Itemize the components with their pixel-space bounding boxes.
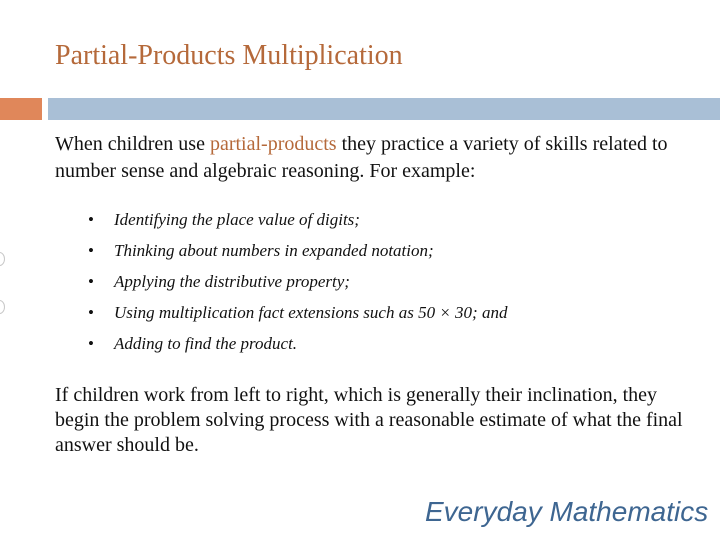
bullet-dot-icon: • (88, 241, 94, 260)
bullet-dot-icon: • (88, 303, 94, 322)
edge-decoration-mark (0, 252, 5, 266)
bullet-text: Applying the distributive property; (114, 272, 350, 291)
bullet-dot-icon: • (88, 272, 94, 291)
intro-text-end: they practice a variety of skills related to number sense and algebraic reasoning. For example: (55, 133, 668, 182)
bullet-dot-icon: • (88, 334, 94, 353)
accent-bar-orange (0, 98, 42, 120)
intro-highlight-term: partial-products (209, 133, 337, 155)
bullet-dot-icon: • (88, 210, 94, 229)
bullet-text: Identifying the place value of digits; (114, 210, 360, 229)
footer-brand-text: Everyday Mathematics (425, 496, 709, 527)
edge-decoration-mark (0, 300, 5, 314)
bullet-text: Using multiplication fact extensions such as 50 × 30; and (114, 303, 508, 322)
slide-title: Partial-Products Multiplication (55, 40, 403, 71)
accent-bar-blue (48, 98, 720, 120)
bullet-text: Adding to find the product. (114, 334, 298, 353)
intro-text-start: When children use (55, 133, 210, 155)
closing-paragraph: If children work from left to right, which is generally their inclination, they begin the problem solving process with a reasonable estimate of what the final answer should be. (55, 384, 683, 456)
intro-paragraph (55, 131, 695, 185)
bullet-text: Thinking about numbers in expanded notation; (114, 241, 434, 260)
